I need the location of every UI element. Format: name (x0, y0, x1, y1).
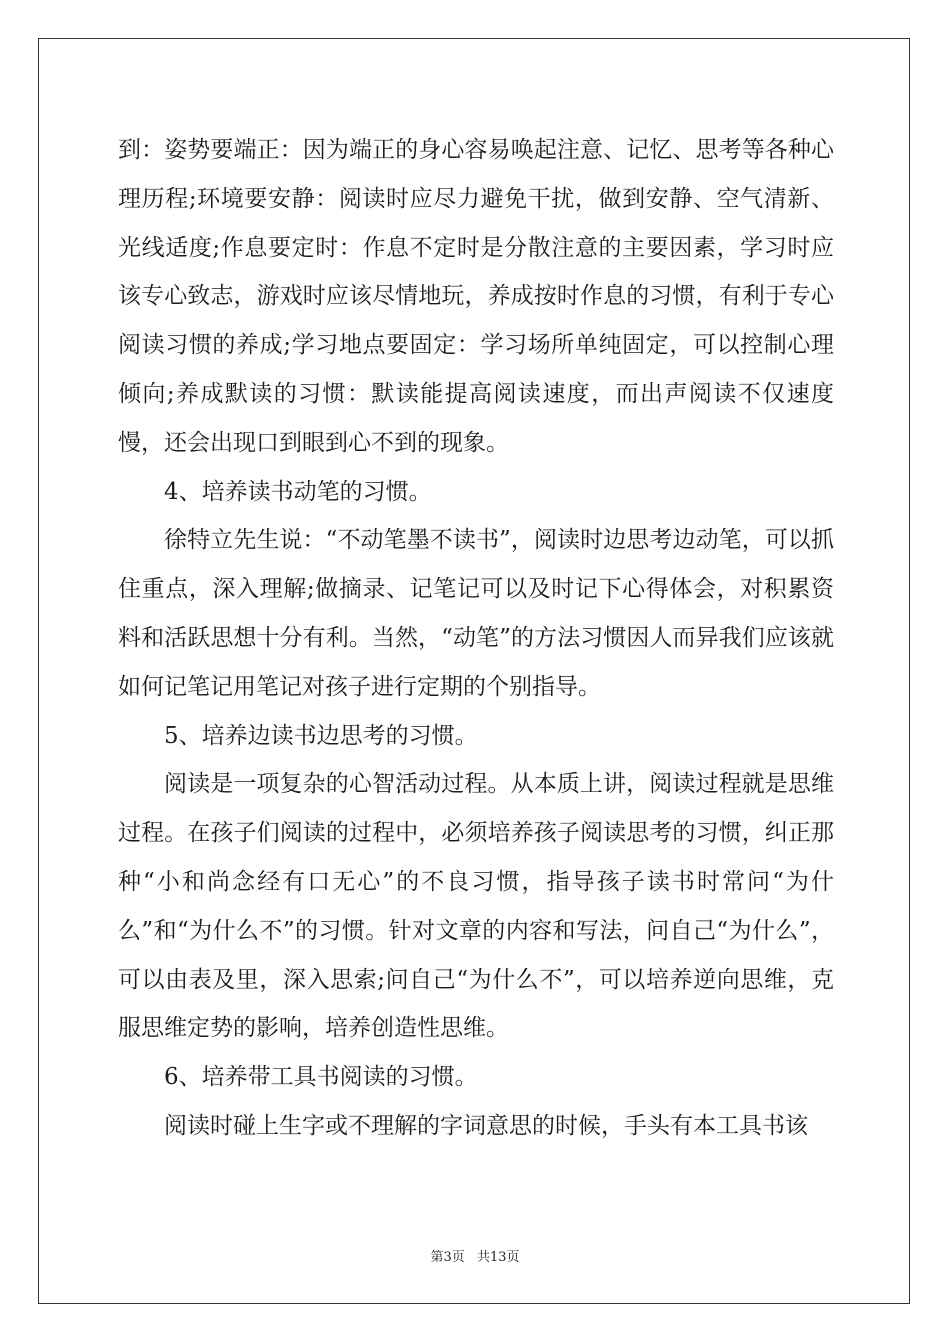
document-body (118, 126, 834, 1151)
section-heading-5: 5、培养边读书边思考的习惯。 (164, 722, 478, 749)
paragraph-reference-books: 阅读时碰上生字或不理解的字词意思的时候，手头有本工具书该 (164, 1112, 808, 1139)
paragraph-continued: 到：姿势要端正：因为端正的身心容易唤起注意、记忆、思考等各种心理历程;环境要安静：阅读时应尽力避免干扰，做到安静、空气清新、光线适度;作息要定时：作息不定时是分散注意的主要因素，学习时应该专心致志，游戏时应该尽情地玩，养成按时作息的习惯，有利于专心阅读习惯的养成;学习地点要固定：学习场所单纯固定，可以控制心理倾向;养成默读的习惯：默读能提高阅读速度，而出声阅读不仅速度慢，还会出现口到眼到心不到的现象。 (118, 137, 834, 456)
page-total: 共13页 (476, 1250, 520, 1265)
paragraph-thinking: 阅读是一项复杂的心智活动过程。从本质上讲，阅读过程就是思维过程。在孩子们阅读的过程中，必须培养孩子阅读思考的习惯，纠正那种“小和尚念经有口无心”的不良习惯，指导孩子读书时常问“为什么”和“为什么不”的习惯。针对文章的内容和写法，问自己“为什么”，可以由表及里，深入思索;问自己“为什么不”，可以培养逆向思维，克服思维定势的影响，培养创造性思维。 (118, 771, 834, 1042)
page-number: 第3页 (430, 1250, 465, 1265)
page-footer (0, 1246, 950, 1265)
paragraph-note-taking: 徐特立先生说：“不动笔墨不读书”，阅读时边思考边动笔，可以抓住重点，深入理解;做摘录、记笔记可以及时记下心得体会，对积累资料和活跃思想十分有利。当然，“动笔”的方法习惯因人而异我们应该就如何记笔记用笔记对孩子进行定期的个别指导。 (118, 527, 834, 700)
section-heading-6: 6、培养带工具书阅读的习惯。 (164, 1064, 478, 1091)
section-heading-4: 4、培养读书动笔的习惯。 (164, 478, 432, 505)
